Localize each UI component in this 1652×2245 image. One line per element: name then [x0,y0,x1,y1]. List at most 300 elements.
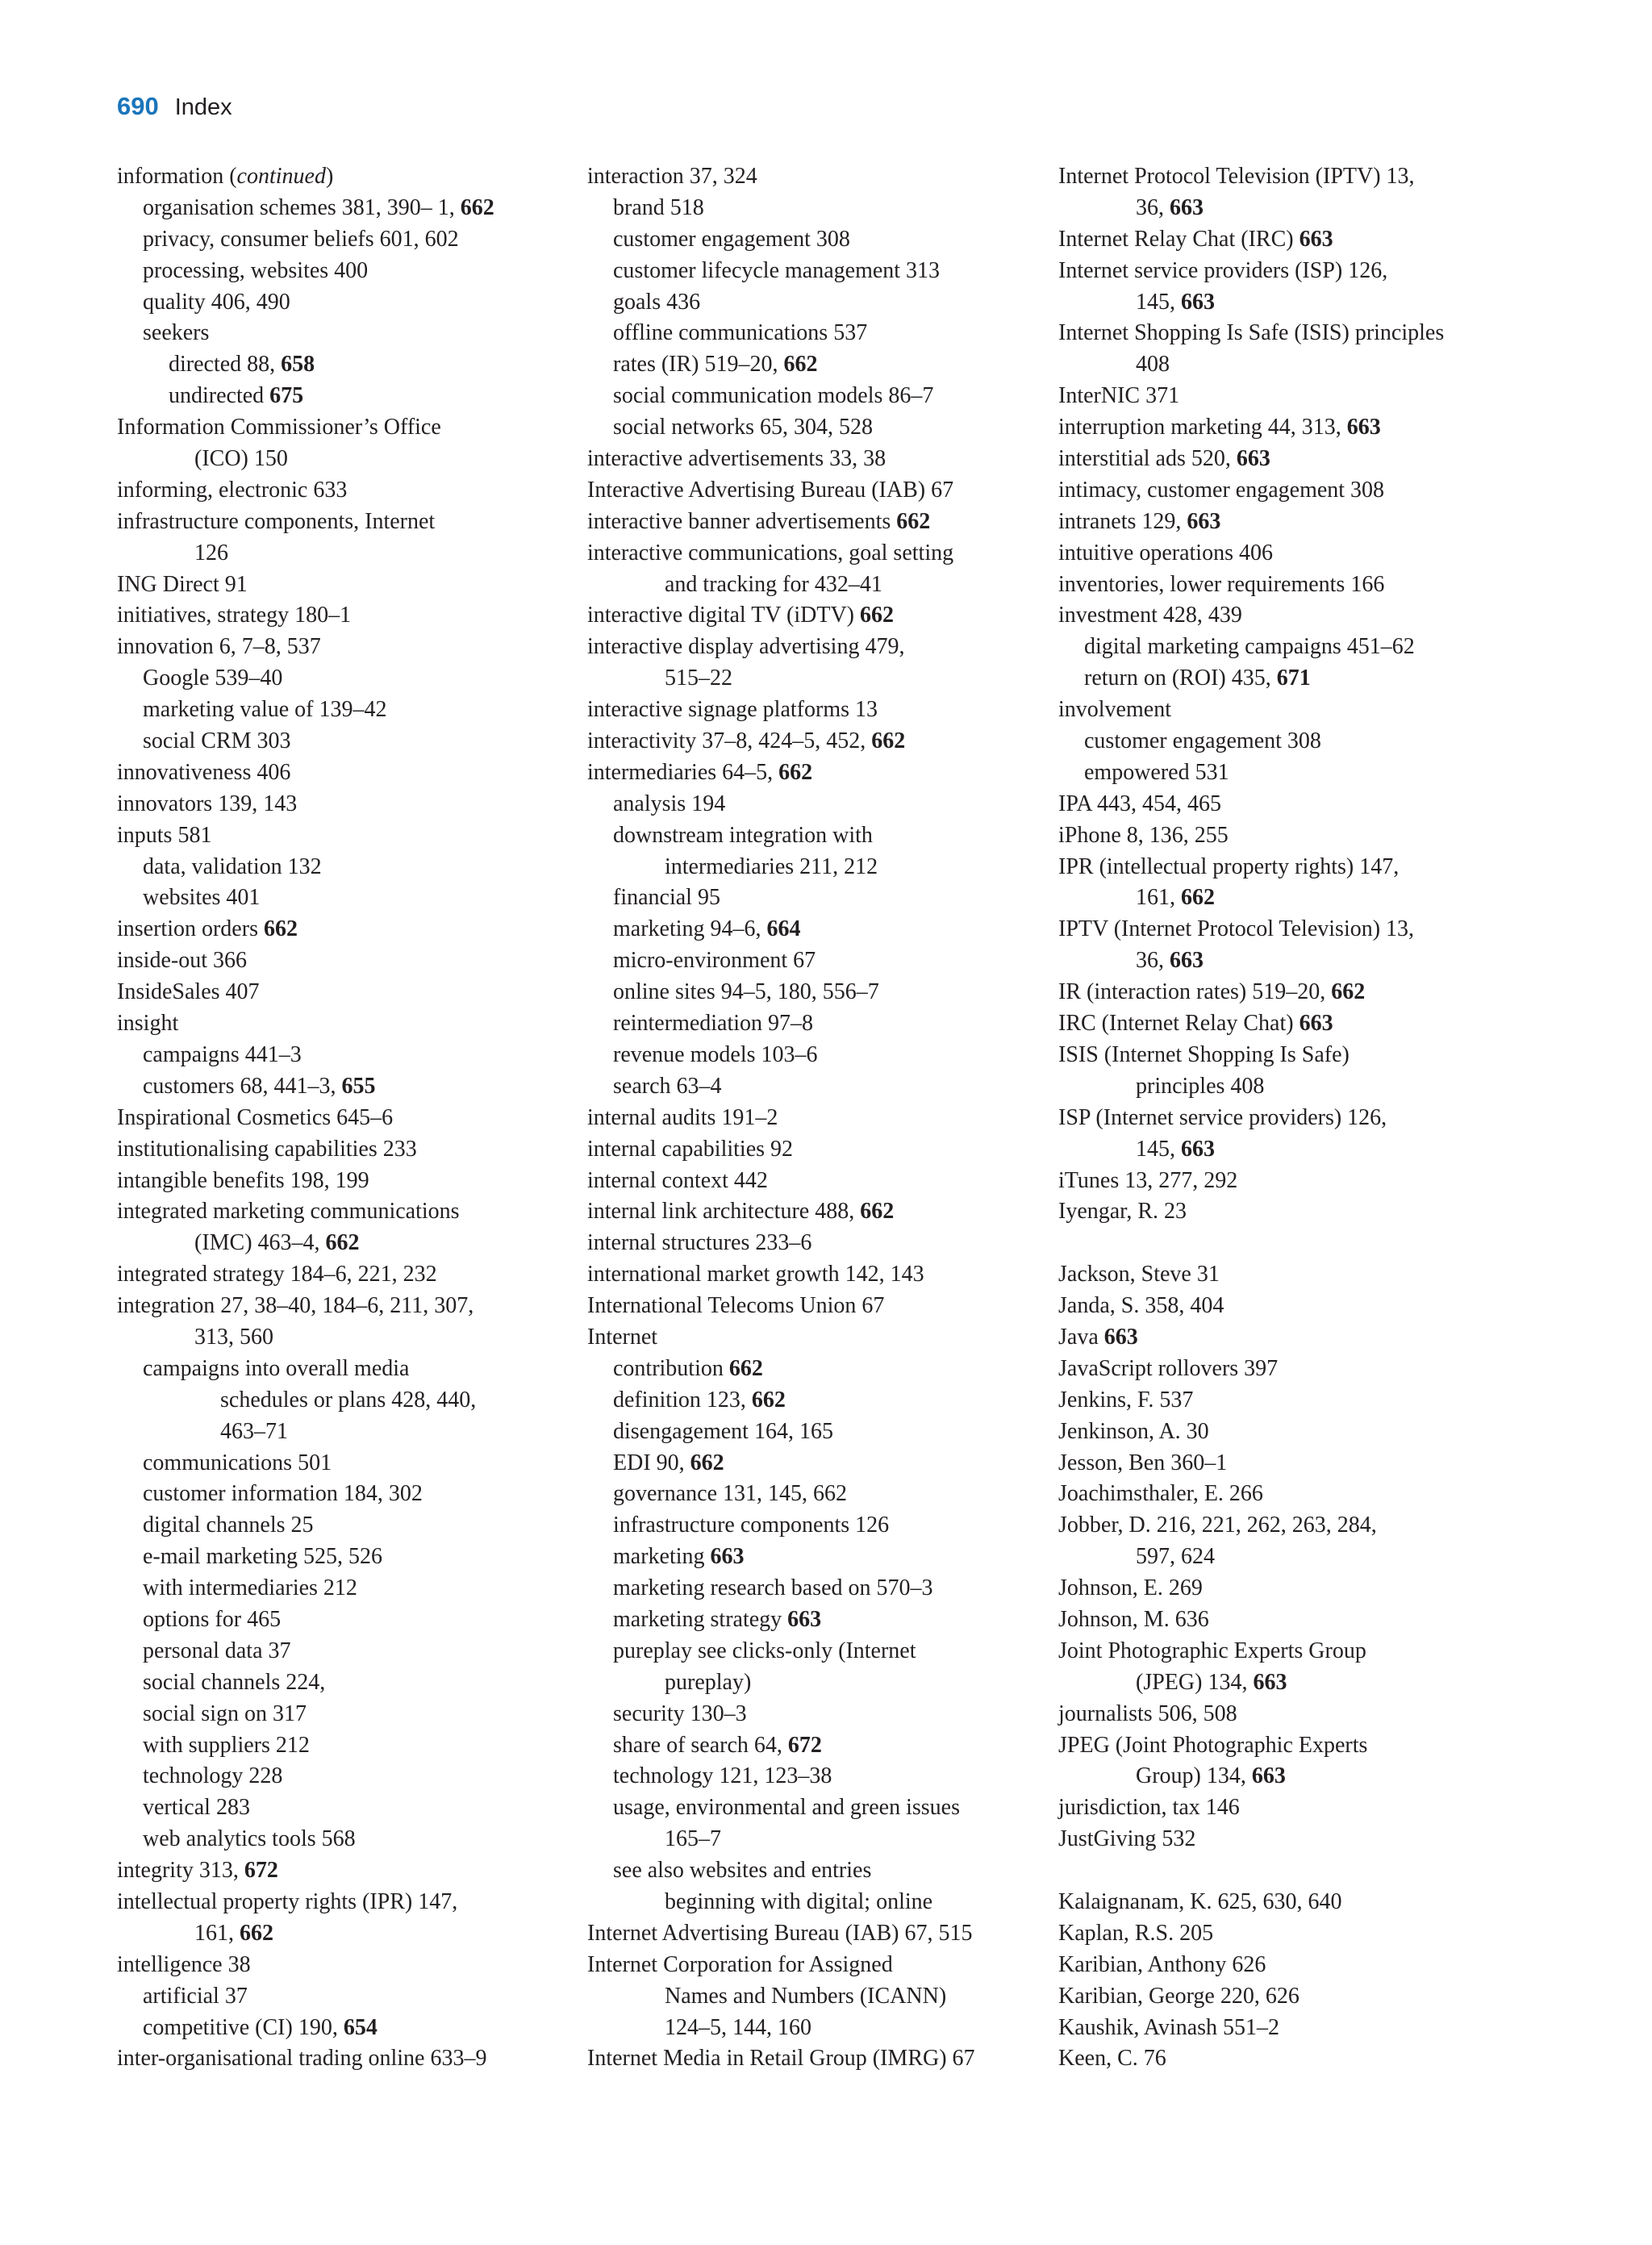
index-subentry [587,1730,1039,1762]
index-subentry [587,1008,1039,1040]
index-entry [1058,1636,1526,1667]
entry-text: Jenkins, F. 537 [1058,1387,1194,1413]
entry-text: Information Commissioner’s Office [117,415,441,440]
index-subentry [587,1542,1039,1573]
entry-text: EDI 90, [613,1450,690,1475]
index-entry [117,507,569,538]
index-entry-continuation [1058,1071,1526,1103]
entry-text: marketing value of 139–42 [143,697,387,723]
index-subentry [587,318,1039,349]
entry-text: iTunes 13, 277, 292 [1058,1167,1238,1193]
entry-text: social channels 224, [143,1669,326,1695]
index-subentry [587,256,1039,287]
index-entry [1058,1008,1526,1040]
index-subentry [117,1667,569,1699]
entry-text: personal data 37 [143,1638,291,1663]
entry-text: inputs 581 [117,822,212,848]
entry-text: Internet service providers (ISP) 126, [1058,257,1388,283]
index-entry [1058,977,1526,1008]
index-entry [117,1103,569,1134]
index-entry-continuation [117,1228,569,1259]
entry-text: interruption marketing 44, 313, [1058,415,1347,440]
index-column-3 [1058,161,1526,2075]
index-subentry [587,1385,1039,1417]
index-entry [587,1166,1039,1197]
index-entry [587,632,1039,663]
index-entry-continuation [117,1385,569,1417]
index-subentry [117,1792,569,1824]
index-subentry [117,224,569,256]
entry-text: (ICO) 150 [194,446,288,472]
entry-text: Internet Media in Retail Group (IMRG) 67 [587,2046,975,2072]
index-entry [117,2043,569,2075]
entry-text: interactivity 37–8, 424–5, 452, [587,728,872,754]
index-entry [117,570,569,601]
entry-text: revenue models 103–6 [613,1041,818,1067]
entry-text: 145, [1136,1136,1181,1162]
index-subentry [587,914,1039,945]
index-subentry [587,1354,1039,1385]
entry-text: ISP (Internet service providers) 126, [1058,1104,1387,1130]
page-ref-bold: 662 [1331,979,1366,1005]
index-subentry [117,1479,569,1510]
index-entry [117,1855,569,1887]
page-ref-bold: 663 [710,1544,745,1570]
entry-text: customer engagement 308 [613,226,850,252]
index-subentry [587,412,1039,444]
index-entry [1058,852,1526,883]
entry-text: quality 406, 490 [143,289,290,315]
entry-text: micro-environment 67 [613,948,816,974]
index-entry [587,1259,1039,1291]
page-ref-bold: 662 [860,1199,895,1225]
entry-text: customer information 184, 302 [143,1481,423,1507]
entry-text: marketing 94–6, [613,916,767,942]
entry-text: Keen, C. 76 [1058,2046,1166,2072]
entry-text: integrity 313, [117,1858,244,1884]
entry-text: marketing [613,1544,711,1570]
entry-text: 161, [194,1920,240,1946]
entry-text: Internet Corporation for Assigned [587,1951,893,1977]
entry-text: intellectual property rights (IPR) 147, [117,1888,458,1914]
entry-text: downstream integration with [613,822,873,848]
index-subentry [1058,726,1526,757]
index-entry-continuation [1058,193,1526,224]
entry-text: schedules or plans 428, 440, [220,1387,477,1413]
index-subentry [117,1604,569,1636]
entry-text: jurisdiction, tax 146 [1058,1795,1240,1821]
page-ref-bold: 662 [783,352,818,378]
index-subentry [117,726,569,757]
entry-text: internal structures 233–6 [587,1230,812,1256]
page-ref-bold: 654 [343,2014,378,2040]
entry-text: definition 123, [613,1387,752,1413]
index-subentry [117,1636,569,1667]
index-subentry [117,1354,569,1385]
index-entry [117,914,569,945]
entry-text: with intermediaries 212 [143,1575,357,1601]
entry-text: investment 428, 439 [1058,603,1242,628]
entry-text: inside-out 366 [117,948,247,974]
entry-text: JavaScript rollovers 397 [1058,1355,1279,1381]
letter-group-gap [1058,1228,1526,1259]
index-entry [587,1322,1039,1354]
entry-text: competitive (CI) 190, [143,2014,344,2040]
index-entry [117,1166,569,1197]
entry-text: customer engagement 308 [1084,728,1321,754]
entry-text: inter-organisational trading online 633–9 [117,2046,487,2072]
page-ref-bold: 663 [1253,1669,1287,1695]
entry-text: digital channels 25 [143,1513,314,1538]
index-subentry [587,1417,1039,1448]
entry-text: Jesson, Ben 360–1 [1058,1450,1228,1475]
entry-text: usage, environmental and green issues [613,1795,960,1821]
entry-text: IPTV (Internet Protocol Television) 13, [1058,916,1415,942]
entry-text: inventories, lower requirements 166 [1058,571,1385,597]
page-ref-bold: 662 [263,916,298,942]
index-entry [587,507,1039,538]
entry-text: 36, [1136,948,1170,974]
index-entry-continuation [1058,1761,1526,1792]
entry-text: rates (IR) 519–20, [613,352,784,378]
page-ref-bold: 663 [787,1606,822,1632]
entry-text: internal capabilities 92 [587,1136,794,1162]
entry-text: IPA 443, 454, 465 [1058,791,1222,816]
index-subentry [117,193,569,224]
entry-text: Jobber, D. 216, 221, 262, 263, 284, [1058,1513,1377,1538]
index-subentry [587,977,1039,1008]
index-entry [1058,570,1526,601]
entry-text: Janda, S. 358, 404 [1058,1293,1224,1319]
entry-text: ) [325,164,334,189]
index-entry [1058,1479,1526,1510]
index-entry [117,161,569,193]
index-entry-continuation [117,1918,569,1950]
index-entry [1058,1417,1526,1448]
entry-text: Internet [587,1324,658,1350]
index-entry [1058,1730,1526,1762]
index-subentry [587,1040,1039,1071]
index-entry [587,1196,1039,1228]
index-entry [587,726,1039,757]
entry-text: web analytics tools 568 [143,1826,356,1852]
index-entry [117,1008,569,1040]
entry-text-italic: continued [236,164,326,189]
index-subentry [587,1604,1039,1636]
entry-text: pureplay see clicks-only (Internet [613,1638,916,1663]
index-entry [117,1259,569,1291]
index-entry [1058,789,1526,820]
entry-text: (IMC) 463–4, [194,1230,326,1256]
index-entry [117,1291,569,1322]
index-entry [587,1103,1039,1134]
entry-text: Johnson, M. 636 [1058,1606,1209,1632]
page-ref-bold: 663 [1236,446,1270,472]
entry-text: undirected [169,383,270,409]
index-entry [1058,600,1526,632]
index-subentry [117,1730,569,1762]
page-ref-bold: 662 [325,1230,360,1256]
index-entry [587,475,1039,507]
entry-text: principles 408 [1136,1073,1265,1099]
page-ref-bold: 662 [751,1387,786,1413]
index-entry [1058,1792,1526,1824]
entry-text: Internet Protocol Television (IPTV) 13, [1058,164,1415,189]
index-subentry [587,1573,1039,1604]
index-entry [1058,1699,1526,1730]
entry-text: 463–71 [220,1418,288,1444]
entry-text: infrastructure components, Internet [117,508,436,534]
entry-text: informing, electronic 633 [117,477,348,503]
page-ref-bold: 655 [341,1073,376,1099]
index-entry [1058,256,1526,287]
index-subentry [587,1071,1039,1103]
index-entry-continuation [587,1887,1039,1918]
entry-text: technology 228 [143,1763,283,1789]
entry-text: infrastructure components 126 [613,1513,890,1538]
entry-text: innovativeness 406 [117,759,291,785]
index-entry-continuation [117,444,569,475]
entry-text: share of search 64, [613,1732,788,1758]
index-entry [117,475,569,507]
entry-text: options for 465 [143,1606,282,1632]
entry-text: social CRM 303 [143,728,291,754]
entry-text: social communication models 86–7 [613,383,934,409]
index-entry [1058,2013,1526,2044]
entry-text: Jenkinson, A. 30 [1058,1418,1209,1444]
index-subentry [117,695,569,726]
entry-text: Group) 134, [1136,1763,1252,1789]
index-subentry [117,256,569,287]
index-entry-continuation [587,1667,1039,1699]
entry-text: and tracking for 432–41 [665,571,882,597]
page-ref-bold: 664 [766,916,801,942]
index-subentry [117,1071,569,1103]
entry-text: 161, [1136,885,1181,911]
entry-text: initiatives, strategy 180–1 [117,603,352,628]
index-entry-continuation [1058,945,1526,977]
page-ref-bold: 662 [690,1450,724,1475]
index-entry-continuation [587,1981,1039,2013]
entry-text: contribution [613,1355,729,1381]
entry-text: Johnson, E. 269 [1058,1575,1203,1601]
entry-text: 124–5, 144, 160 [665,2014,811,2040]
index-entry-continuation [117,1417,569,1448]
index-entry [117,1134,569,1166]
index-subentry [587,224,1039,256]
page-ref-bold: 663 [1181,289,1215,315]
entry-text: disengagement 164, 165 [613,1418,833,1444]
index-entry [1058,1510,1526,1542]
entry-text: with suppliers 212 [143,1732,310,1758]
index-subentry [587,1699,1039,1730]
index-subentry [117,2013,569,2044]
index-entry [1058,820,1526,852]
index-entry-continuation [1058,1667,1526,1699]
index-column-1 [117,161,569,2075]
index-entry [1058,1166,1526,1197]
entry-text: empowered 531 [1084,759,1229,785]
entry-text: internal audits 191–2 [587,1104,778,1130]
index-entry [587,1950,1039,1981]
index-entry-continuation [587,2013,1039,2044]
index-subentry [117,1761,569,1792]
entry-text: reintermediation 97–8 [613,1011,814,1037]
index-entry-continuation [1058,349,1526,381]
page-ref-bold: 675 [269,383,304,409]
index-entry [117,820,569,852]
entry-text: Kalaignanam, K. 625, 630, 640 [1058,1888,1342,1914]
index-entry [117,632,569,663]
entry-text: vertical 283 [143,1795,250,1821]
index-subentry [117,1824,569,1855]
index-subentry [587,1855,1039,1887]
entry-text: marketing strategy [613,1606,788,1632]
entry-text: privacy, consumer beliefs 601, 602 [143,226,459,252]
index-entry [1058,1322,1526,1354]
entry-text: return on (ROI) 435, [1084,666,1277,691]
entry-text: processing, websites 400 [143,257,369,283]
entry-text: see also websites and entries [613,1858,872,1884]
index-entry-continuation [587,1824,1039,1855]
index-entry [1058,1918,1526,1950]
entry-text: seekers [143,320,210,346]
entry-text: journalists 506, 508 [1058,1700,1237,1726]
page-ref-bold: 663 [1187,508,1221,534]
entry-text: Jackson, Steve 31 [1058,1262,1220,1287]
index-subentry [587,1448,1039,1479]
entry-text: institutionalising capabilities 233 [117,1136,417,1162]
index-subentry [587,789,1039,820]
running-head: Index [174,94,232,120]
index-subentry [117,381,569,412]
index-subentry [587,945,1039,977]
entry-text: 515–22 [665,666,732,691]
entry-text: interactive communications, goal setting [587,540,954,565]
index-entry [1058,1259,1526,1291]
page-header [117,92,232,132]
entry-text: technology 121, 123–38 [613,1763,832,1789]
entry-text: intelligence 38 [117,1951,251,1977]
entry-text: Internet Relay Chat (IRC) [1058,226,1299,252]
entry-text: 313, 560 [194,1324,273,1350]
entry-text: integrated marketing communications [117,1199,460,1225]
index-entry [117,945,569,977]
index-subentry [587,1761,1039,1792]
page-ref-bold: 672 [787,1732,822,1758]
index-entry [1058,1950,1526,1981]
page-ref-bold: 663 [1103,1324,1138,1350]
page-ref-bold: 662 [859,603,894,628]
index-entry [1058,412,1526,444]
page-ref-bold: 663 [1170,194,1204,220]
index-entry [117,1950,569,1981]
entry-text: intuitive operations 406 [1058,540,1273,565]
page-ref-bold: 663 [1181,1136,1215,1162]
entry-text: customer lifecycle management 313 [613,257,941,283]
index-entry [117,1887,569,1918]
entry-text: Karibian, Anthony 626 [1058,1951,1266,1977]
index-subentry [587,349,1039,381]
entry-text: International Telecoms Union 67 [587,1293,885,1319]
entry-text: Joint Photographic Experts Group [1058,1638,1366,1663]
entry-text: analysis 194 [613,791,726,816]
entry-text: digital marketing campaigns 451–62 [1084,634,1415,660]
entry-text: interactive advertisements 33, 38 [587,446,886,472]
entry-text: 165–7 [665,1826,721,1852]
index-subentry [117,1699,569,1730]
entry-text: financial 95 [613,885,720,911]
index-entry-continuation [1058,1542,1526,1573]
entry-text: Internet Shopping Is Safe (ISIS) principles [1058,320,1445,346]
entry-text: directed 88, [169,352,282,378]
page-ref-bold: 658 [281,352,315,378]
index-entry [1058,1448,1526,1479]
index-entry-continuation [1058,287,1526,319]
page-number: 690 [117,92,159,120]
index-subentry [117,663,569,695]
index-entry [1058,161,1526,193]
index-subentry [587,1510,1039,1542]
entry-text: Internet Advertising Bureau (IAB) 67, 515 [587,1920,973,1946]
index-subentry [117,852,569,883]
index-subentry [587,287,1039,319]
index-entry [587,1134,1039,1166]
entry-text: security 130–3 [613,1700,747,1726]
index-entry [117,600,569,632]
index-subentry [117,1573,569,1604]
entry-text: Kaplan, R.S. 205 [1058,1920,1214,1946]
entry-text: beginning with digital; online [665,1888,933,1914]
index-subentry [1058,632,1526,663]
index-entry [1058,1887,1526,1918]
index-entry [1058,381,1526,412]
index-entry [1058,1196,1526,1228]
entry-text: offline communications 537 [613,320,868,346]
index-entry [587,695,1039,726]
index-entry [1058,2043,1526,2075]
index-subentry [117,287,569,319]
entry-text: interstitial ads 520, [1058,446,1237,472]
entry-text: websites 401 [143,885,261,911]
index-entry [117,1196,569,1228]
entry-text: organisation schemes 381, 390– 1, [143,194,461,220]
entry-text: InsideSales 407 [117,979,260,1005]
index-entry-continuation [117,1322,569,1354]
index-subentry [587,381,1039,412]
entry-text: search 63–4 [613,1073,722,1099]
index-entry-continuation [117,538,569,570]
entry-text: 126 [194,540,228,565]
entry-text: internal link architecture 488, [587,1199,861,1225]
entry-text: customers 68, 441–3, [143,1073,342,1099]
entry-text: Kaushik, Avinash 551–2 [1058,2014,1280,2040]
index-entry [1058,1981,1526,2013]
index-entry-continuation [587,852,1039,883]
entry-text: online sites 94–5, 180, 556–7 [613,979,879,1005]
page-ref-bold: 663 [1346,415,1381,440]
page-ref-bold: 662 [240,1920,273,1946]
page-ref-bold: 663 [1251,1763,1286,1789]
index-entry [1058,914,1526,945]
index-subentry [117,883,569,914]
index-subentry [1058,757,1526,789]
index-subentry [587,193,1039,224]
entry-text: marketing research based on 570–3 [613,1575,933,1601]
entry-text: campaigns 441–3 [143,1041,302,1067]
index-entry [1058,224,1526,256]
page-ref-bold: 662 [460,194,494,220]
